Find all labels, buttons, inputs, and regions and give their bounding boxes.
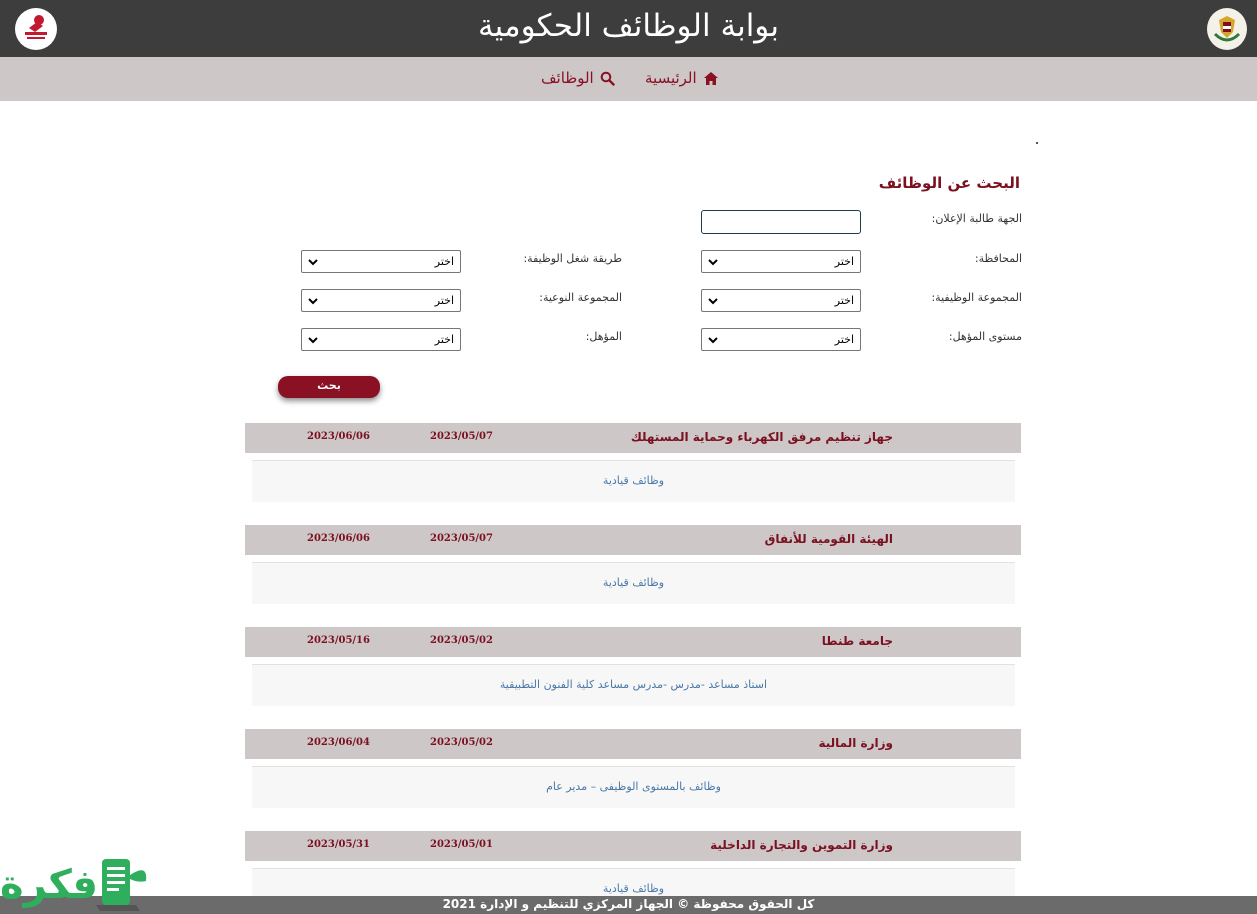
job-title-link[interactable]: وظائف قيادية <box>602 474 665 487</box>
main-nav <box>0 57 1257 101</box>
chevron-down-icon <box>707 295 719 307</box>
work-type-select[interactable] <box>301 250 461 273</box>
job-card-header[interactable] <box>245 525 1021 555</box>
nav-jobs-label: الوظائف <box>541 69 594 87</box>
job-title-link[interactable]: وظائف قيادية <box>602 576 665 589</box>
job-end-date: 2023/06/04 <box>307 737 370 748</box>
job-card-header[interactable] <box>245 627 1021 657</box>
qualification-label: المؤهل: <box>585 330 622 343</box>
stray-dot <box>1036 142 1038 144</box>
footer-copyright: كل الحقوق محفوظة © الجهاز المركزي للتنظيم و الإدارة 2021 <box>442 897 815 911</box>
job-end-date: 2023/05/31 <box>307 839 370 850</box>
job-start-date: 2023/05/07 <box>430 533 493 544</box>
chevron-down-icon <box>707 256 719 268</box>
job-title-link[interactable]: استاذ مساعد -مدرس -مدرس مساعد كلية الفنون التطبيقية <box>499 678 768 691</box>
job-card-body <box>252 766 1015 808</box>
job-title-link[interactable]: وظائف بالمستوى الوظيفى – مدير عام <box>546 780 721 793</box>
job-card-body <box>252 460 1015 502</box>
job-card-header[interactable] <box>245 423 1021 453</box>
qual-level-label: مستوى المؤهل: <box>948 330 1022 343</box>
chevron-down-icon <box>307 295 319 307</box>
job-org: جامعة طنطا <box>821 634 893 648</box>
job-org: وزارة التموين والتجارة الداخلية <box>710 838 893 852</box>
job-end-date: 2023/05/16 <box>307 635 370 646</box>
job-group-label: المجموعة الوظيفية: <box>931 291 1022 304</box>
qual-level-select[interactable] <box>701 328 861 351</box>
top-header <box>0 0 1257 57</box>
job-end-date: 2023/06/06 <box>307 533 370 544</box>
nav-home-label: الرئيسية <box>645 69 697 87</box>
quality-group-label: المجموعة النوعية: <box>539 291 622 304</box>
chevron-down-icon <box>307 334 319 346</box>
governorate-value: اختر <box>834 255 854 268</box>
footer <box>0 896 1257 914</box>
search-section-title: البحث عن الوظائف <box>878 174 1020 192</box>
egypt-emblem-logo <box>1207 8 1247 50</box>
job-org: جهاز تنظيم مرفق الكهرباء وحماية المستهلك <box>630 430 893 444</box>
job-end-date: 2023/06/06 <box>307 431 370 442</box>
work-type-value: اختر <box>434 255 454 268</box>
quality-group-value: اختر <box>434 294 454 307</box>
job-start-date: 2023/05/01 <box>430 839 493 850</box>
job-card-body <box>252 562 1015 604</box>
job-title-link[interactable]: وظائف قيادية <box>602 882 665 895</box>
work-type-label: طريقة شغل الوظيفة: <box>523 252 622 265</box>
search-icon <box>600 71 615 86</box>
job-group-select[interactable] <box>701 289 861 312</box>
governorate-select[interactable] <box>701 250 861 273</box>
site-watermark <box>0 853 152 914</box>
job-card-body <box>252 664 1015 706</box>
qual-level-value: اختر <box>834 333 854 346</box>
job-card-header[interactable] <box>245 831 1021 861</box>
job-start-date: 2023/05/02 <box>430 635 493 646</box>
governorate-label: المحافظة: <box>974 252 1022 265</box>
quality-group-select[interactable] <box>301 289 461 312</box>
nav-jobs-link[interactable] <box>541 69 615 87</box>
advertiser-input[interactable] <box>701 210 861 234</box>
job-start-date: 2023/05/07 <box>430 431 493 442</box>
page-title: بوابة الوظائف الحكومية <box>478 8 779 44</box>
job-card-header[interactable] <box>245 729 1021 759</box>
job-org: وزارة المالية <box>818 736 893 750</box>
job-group-value: اختر <box>834 294 854 307</box>
document-leaf-icon <box>96 853 152 914</box>
search-button[interactable]: بحث <box>278 376 380 398</box>
chevron-down-icon <box>707 334 719 346</box>
advertiser-label: الجهة طالبة الإعلان: <box>931 212 1022 225</box>
nav-home-link[interactable] <box>645 69 719 87</box>
qualification-value: اختر <box>434 333 454 346</box>
qualification-select[interactable] <box>301 328 461 351</box>
chevron-down-icon <box>307 256 319 268</box>
home-icon <box>703 71 719 86</box>
watermark-text: فكرة <box>0 862 98 908</box>
job-start-date: 2023/05/02 <box>430 737 493 748</box>
job-org: الهيئة القومية للأنفاق <box>764 532 893 546</box>
